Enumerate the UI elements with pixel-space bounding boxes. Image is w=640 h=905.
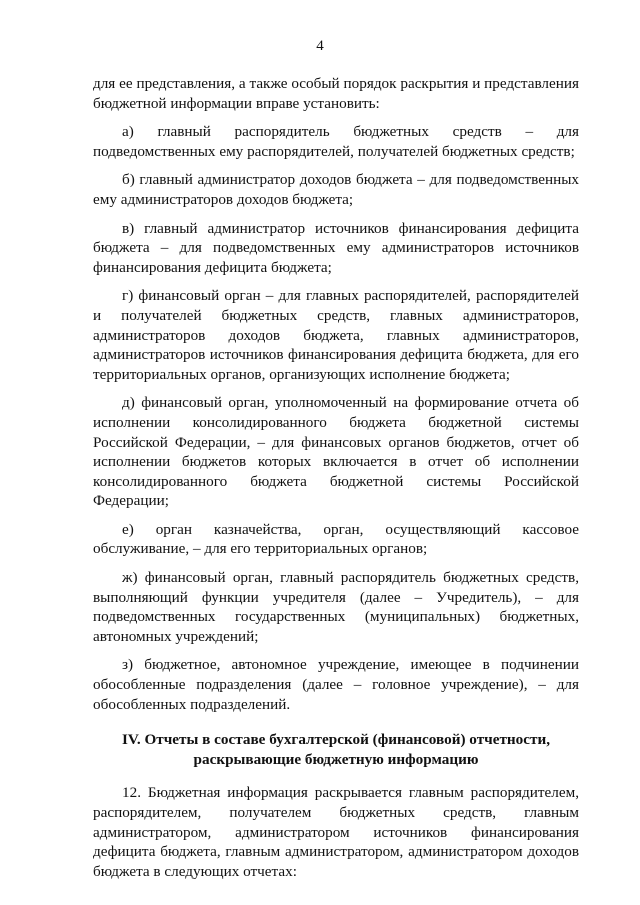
intro-paragraph: для ее представления, а также особый порядок раскрытия и представления бюджетной информации вправе установить: — [93, 75, 579, 112]
list-item-b: б) главный администратор доходов бюджета – для подведомственных ему администраторов доходов бюджета; — [93, 171, 579, 208]
paragraph-12: 12. Бюджетная информация раскрывается главным распорядителем, распорядителем, получателем бюджетных средств, главным администратором, администратором источников финансирования дефицита бюджета, главным администратором, администратором доходов бюджета в следующих отчетах: — [93, 784, 579, 880]
list-item-d: д) финансовый орган, уполномоченный на формирование отчета об исполнении консолидированного бюджета бюджетной системы Российской Федерации, – для финансовых органов бюджетов, отчет об исполнении бюджетов которых включается в отчет об исполнении консолидированного бюджета бюджетной системы Российской Федерации; — [93, 394, 579, 510]
section-heading — [93, 730, 579, 769]
list-item-z: з) бюджетное, автономное учреждение, имеющее в подчинении обособленные подразделения (далее – головное учреждение), – для обособленных подразделений. — [93, 656, 579, 713]
section-heading-line-2: раскрывающие бюджетную информацию — [193, 750, 479, 768]
list-item-e: е) орган казначейства, орган, осуществляющий кассовое обслуживание, – для его территориальных органов; — [93, 520, 579, 558]
section-heading-line-1: IV. Отчеты в составе бухгалтерской (финансовой) отчетности, — [121, 731, 551, 749]
list-item-zh: ж) финансовый орган, главный распорядитель бюджетных средств, выполняющий функции учредителя (далее – Учредитель), – для подведомственных государственных (муниципальных) бюджетных, автономных учреждений; — [93, 569, 579, 645]
page-number: 4 — [316, 38, 324, 54]
document-body — [93, 74, 579, 890]
list-item-a: а) главный распорядитель бюджетных средств – для подведомственных ему распорядителей, получателей бюджетных средств; — [93, 123, 579, 160]
list-item-g: г) финансовый орган – для главных распорядителей, распорядителей и получателей бюджетных средств, главных администраторов, администраторов доходов бюджета, главных администраторов, администраторов источников финансирования дефицита бюджета, для его территориальных органов, организующих исполнение бюджета; — [93, 287, 579, 383]
list-item-v: в) главный администратор источников финансирования дефицита бюджета – для подведомственных ему администраторов источников финансирования дефицита бюджета; — [93, 219, 579, 276]
